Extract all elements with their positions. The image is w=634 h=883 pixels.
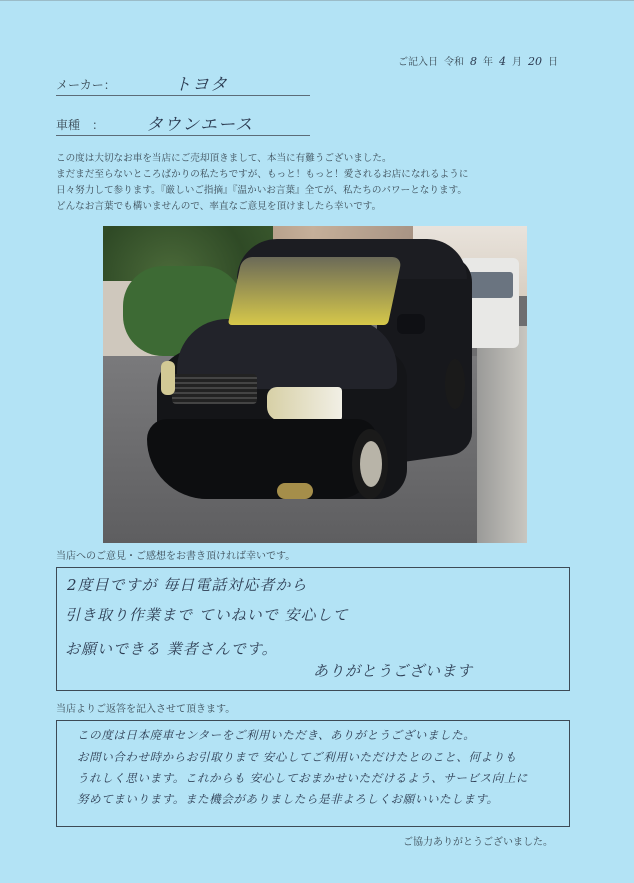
model-label: 車種 ： <box>56 118 105 132</box>
opinion-line: ありがとうございます <box>313 662 474 680</box>
photo-black-van <box>147 239 477 529</box>
date-year-unit: 年 <box>483 57 493 68</box>
intro-line: この度は大切なお車を当店にご売却頂きまして、本当に有難うございました。 <box>56 153 392 164</box>
vehicle-photo <box>103 226 527 543</box>
photo-curb <box>477 326 527 543</box>
closing-thanks: ご協力ありがとうございました。 <box>403 837 553 848</box>
date-day-unit: 日 <box>548 57 558 68</box>
opinion-caption: 当店へのご意見・ご感想をお書き頂ければ幸いです。 <box>56 551 296 562</box>
intro-line: まだまだ至らないところばかりの私たちですが、もっと！もっと！愛されるお店になれるように <box>56 169 469 180</box>
date-era: 令和 <box>444 57 464 68</box>
intro-line: どんなお言葉でも構いませんので、率直なご意見を頂けましたら幸いです。 <box>56 201 382 212</box>
opinion-line: 2度目ですが 毎日電話対応者から <box>67 576 308 594</box>
model-field <box>56 111 310 136</box>
maker-label: メーカー： <box>56 78 116 92</box>
date-year: 8 <box>470 55 477 68</box>
opinion-line: お願いできる 業者さんです。 <box>65 640 278 658</box>
reply-caption: 当店よりご返答を記入させて頂きます。 <box>56 704 236 715</box>
intro-line: 日々努力して参ります。『厳しいご指摘』『温かいお言葉』全てが、私たちのパワーとなります。 <box>56 185 467 196</box>
date-month-unit: 月 <box>512 57 522 68</box>
date-day: 20 <box>528 55 542 68</box>
reply-line: お問い合わせ時からお引取りまで 安心してご利用いただけたとのこと、何よりも <box>77 750 517 764</box>
opinion-box <box>56 567 570 691</box>
maker-field <box>56 71 310 96</box>
reply-line: 努めてまいります。また機会がありましたら是非よろしくお願いいたします。 <box>77 792 499 806</box>
intro-message <box>56 151 586 215</box>
reply-line: うれしく思います。これからも 安心しておまかせいただけるよう、サービス向上に <box>77 771 529 785</box>
maker-value: トヨタ <box>174 75 228 95</box>
date-label: ご記入日 <box>398 57 438 68</box>
reply-box <box>56 720 570 827</box>
model-value: タウンエース <box>146 115 254 135</box>
reply-line: この度は日本廃車センターをご利用いただき、ありがとうございました。 <box>77 728 476 742</box>
date-month: 4 <box>499 55 506 68</box>
entry-date <box>398 53 558 68</box>
opinion-line: 引き取り作業まで ていねいで 安心して <box>65 606 349 624</box>
